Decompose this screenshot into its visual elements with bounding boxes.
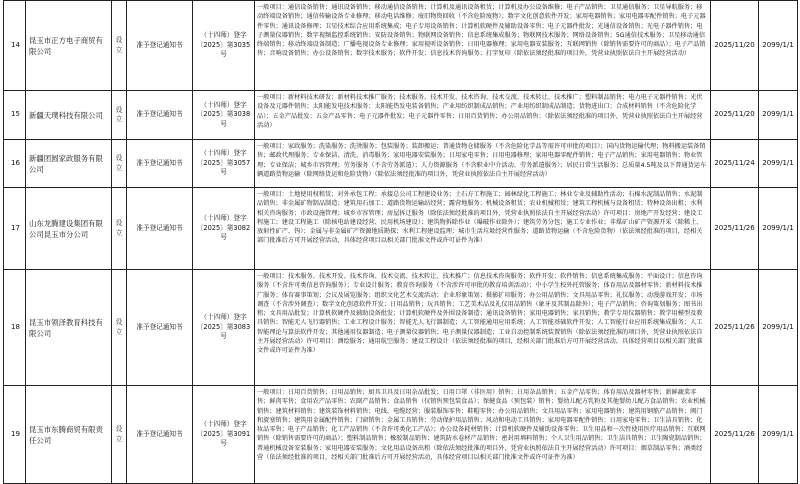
business-scope: 一般项目：日用百货销售；日用品销售；厨具卫具及日用杂品批发；日用口罩（非医用）销售；日用杂品销售；五金产品零售；体育用品及器材零售；新鲜蔬菜零售；鲜肉零售；食用农产品零售；农副产品销售；食品销售（仅销售预包装食品）；保健食品（预包装）销售；婴幼儿配方乳粉及其他婴幼儿配方食品销售；农业机械销售；建筑材料销售；建筑装饰材料销售；电线、电缆经营；服装服饰零售；鞋帽零售；办公用品销售；文具用品零售；家用电器销售；建筑用钢筋产品销售；阀门和旋塞销售；建筑用金属配件销售；门窗销售；金属工具销售；劳动保护用品销售；风动和电动工具销售；家用电器零配件销售；日用家电零售；卫生洁具销售；化妆品零售；电子产品销售；化工产品销售（不含许可类化工产品）；办公设备耗材销售；计算机软硬件及辅助设备零售；卫生用品和一次性使用医疗用品销售；互联网销售（除销售需要许可的商品）；塑料制品销售；橡胶制品销售；建筑防水卷材产品销售；密封用填料销售；个人卫生用品销售；卫生洁具销售；卫生陶瓷制品销售；普通机械设备安装服务；家用电器安装服务；文化用品设备出租（除依法须经批准的项目外，凭营业执照依法自主开展经营活动）许可项目：烟草制品零售；酒类经营（依法须经批准的项目，经相关部门批准后方可开展经营活动，具体经营项目以相关部门批准文件或许可证件为准）	[255, 386, 711, 484]
notice-type: 准予登记通知书	[127, 140, 193, 188]
document-number: （十四师）登字〔2025〕第3082号	[193, 188, 255, 270]
document-number: （十四师）登字〔2025〕第3083号	[193, 270, 255, 386]
end-date: 2099/1/1	[759, 140, 798, 188]
end-date: 2099/1/1	[759, 386, 798, 484]
document-number: （十四师）登字〔2025〕第3091号	[193, 386, 255, 484]
table-row	[4, 270, 798, 386]
document-number: （十四师）登字〔2025〕第3035号	[193, 1, 255, 91]
registration-type: 设立	[112, 140, 127, 188]
document-number: （十四师）登字〔2025〕第3057号	[193, 140, 255, 188]
registration-type: 设立	[112, 270, 127, 386]
notice-type: 准予登记通知书	[127, 188, 193, 270]
start-date: 2025/11/26	[711, 188, 759, 270]
table-row	[4, 1, 798, 91]
end-date: 2099/1/1	[759, 91, 798, 140]
business-scope: 一般项目：新材料技术研发；新材料技术推广服务；技术服务、技术开发、技术咨询、技术交流、技术转让、技术推广；塑料制品销售；电力电子元器件销售；光伏设备及元器件销售；太阳能发电技术服务；太阳能热发电装备销售；产业用纺织制成品销售；产业用纺织制成品制造；货物进出口；合成材料销售（不含危险化学品）；五金产品批发；五金产品零售；电子元器件批发；电子元器件零售；日用百货销售；办公用品销售；（除依法须经批准的项目外，凭营业执照依法自主开展经营活动）	[255, 91, 711, 140]
start-date: 2025/11/24	[711, 140, 759, 188]
notice-type: 准予登记通知书	[127, 270, 193, 386]
business-scope: 一般项目：通信设备销售；通讯设备销售；移动通信设备销售；计算机及通讯设备租赁；计算机及办公设备维修；电子产品销售；卫星通信服务；卫星导航服务；移动终端设备销售；通信传输设备专业修理；移动电话维修；废旧物资回收（不含危险废物）；数字文化创意软件开发；家用电器销售；家用电器零配件销售；电子元器件零售；通讯设备修理；卫星技术综合应用系统集成；电子专用设备销售；计算机软硬件及辅助设备零售；电子元器件批发；光通信设备销售；光电子器件销售；电子测量仪器销售；数字视频监控系统销售；安防设备销售；物联网设备销售；信息系统集成服务；物联网技术服务；网络设备销售；5G通信技术服务；卫星移动通信终端销售；移动终端设备制造；广播电视设备专业修理；家用视听设备销售；日用电器修理；家用电器安装服务；互联网销售（除销售需要许可的商品）；电子产品销售；音响设备销售；办公设备销售；数字技术服务；软件开发；信息技术咨询服务；打字复印（除依法须经批准的项目外，凭营业执照依法自主开展经营活动）	[255, 1, 711, 91]
company-name: 新疆团圆家政服务有限公司	[26, 140, 112, 188]
table-row	[4, 188, 798, 270]
notice-type: 准予登记通知书	[127, 1, 193, 91]
notice-type: 准予登记通知书	[127, 91, 193, 140]
document-number: （十四师）登字〔2025〕第3038号	[193, 91, 255, 140]
row-number: 15	[4, 91, 26, 140]
registration-type: 设立	[112, 188, 127, 270]
table-row	[4, 91, 798, 140]
company-name: 昆玉市东腾商贸有限责任公司	[26, 386, 112, 484]
company-name: 山东龙腾建设集团有限公司昆玉市分公司	[26, 188, 112, 270]
registration-type: 设立	[112, 386, 127, 484]
end-date: 2099/1/1	[759, 270, 798, 386]
start-date: 2025/11/20	[711, 91, 759, 140]
end-date: 2099/1/1	[759, 188, 798, 270]
row-number: 18	[4, 270, 26, 386]
business-scope: 一般项目：家政服务；洗染服务；洗烫服务；包装服务；装卸搬运；普通货物仓储服务（不含危险化学品等需许可审批的项目）；国内货物运输代理；物料搬运装备销售；邮政代理服务；专业保洁、清洗、消毒服务；家用电器安装服务；日用家电零售；日用电器修理；家用电器零配件销售；电子产品销售；家用电器销售；物业管理；专业保洁；城乡市容管理；劳务服务（不含劳务派遣）；人力资源服务（不含职业中介活动、劳务派遣服务）；居民日常生活服务；总质量4.5吨及以下普通货运车辆道路货物运输（除网络货运和危险货物）（除依法须经批准的项目外，凭营业执照依法自主开展经营活动）	[255, 140, 711, 188]
company-name: 新疆天璞科技有限公司	[26, 91, 112, 140]
table-row	[4, 140, 798, 188]
start-date: 2025/11/26	[711, 386, 759, 484]
row-number: 16	[4, 140, 26, 188]
start-date: 2025/11/26	[711, 270, 759, 386]
business-scope: 一般项目：土地使用权租赁；对外承包工程；承接总公司工程建设业务；土石方工程施工；园林绿化工程施工；林业专业及辅助性活动；石棉水泥制品销售；水泥制品销售；非金属矿物制品制造；建筑用石加工；道路货物运输站经营；露营地服务；机械设备租赁；农业机械租赁；建筑工程机械与设备租赁；特种设备出租；水利相关咨询服务；市政设施管理；城乡市容管理；房屋拆迁服务（除依法须经批准的项目外，凭营业执照依法自主开展经营活动）许可项目：房地产开发经营；建设工程施工；建设工程施工（除核电站建设经营、民用机场建设）；建筑物拆除作业（爆破作业除外）；建筑劳务分包；施工专业作业；非煤矿山矿产资源开采（除稀土、放射性矿产、钨）；金属与非金属矿产资源地质勘探；水利工程建设监理；城市生活垃圾经营性服务；道路货物运输（不含危险货物）（依法须经批准的项目，经相关部门批准后方可开展经营活动，具体经营项目以相关部门批准文件或许可证件为准）	[255, 188, 711, 270]
row-number: 14	[4, 1, 26, 91]
table-row	[4, 386, 798, 484]
end-date: 2099/1/1	[759, 1, 798, 91]
row-number: 19	[4, 386, 26, 484]
company-name: 昆玉市领泽教育科技有限公司	[26, 270, 112, 386]
start-date: 2025/11/20	[711, 1, 759, 91]
registration-table	[3, 0, 798, 484]
company-name: 昆玉市正方电子商贸有限公司	[26, 1, 112, 91]
business-scope: 一般项目：技术服务、技术开发、技术咨询、技术交流、技术转让、技术推广；信息技术咨询服务；软件开发；软件销售；信息系统集成服务；平面设计；信息咨询服务（不含许可类信息咨询服务）；专业设计服务；教育咨询服务（不含涉许可审批的教育培训活动）；中小学生校外托管服务；体育用品及器材零售；新材料技术推广服务；体育赛事策划；会议及展览服务；组织文化艺术交流活动；企业形象策划；摄影扩印服务；办公用品销售；文具用品零售；礼仪服务；动漫游戏开发；市场调查（不含涉外调查）；数字文化创意软件开发；日用品销售；玩具销售；工艺美术品及礼仪用品销售（象牙及其制品除外）；电子产品销售；咨询策划服务；图书出租；文具用品批发；计算机软硬件及辅助设备批发；计算机软硬件及外围设备制造；通讯设备销售；家用电器销售；家具销售；教学专用仪器销售；教学用模型及教具销售；智能无人飞行器销售；工业工程设计服务；智能无人飞行器制造；人工智能通用应用系统；人工智能基础软件开发；人工智能行业应用系统集成服务；人工智能理论与算法软件开发；其他通用仪器制造；电子测量仪器销售；电子测量仪器制造；工业自动控制系统装置销售（除依法须经批准的项目外，凭营业执照依法自主开展经营活动）许可项目：测绘服务；通用航空服务；建设工程设计（依法须经批准的项目，经相关部门批准后方可开展经营活动，具体经营项目以相关部门批准文件或许可证件为准）	[255, 270, 711, 386]
registration-type: 设立	[112, 1, 127, 91]
row-number: 17	[4, 188, 26, 270]
notice-type: 准予登记通知书	[127, 386, 193, 484]
registration-type: 设立	[112, 91, 127, 140]
